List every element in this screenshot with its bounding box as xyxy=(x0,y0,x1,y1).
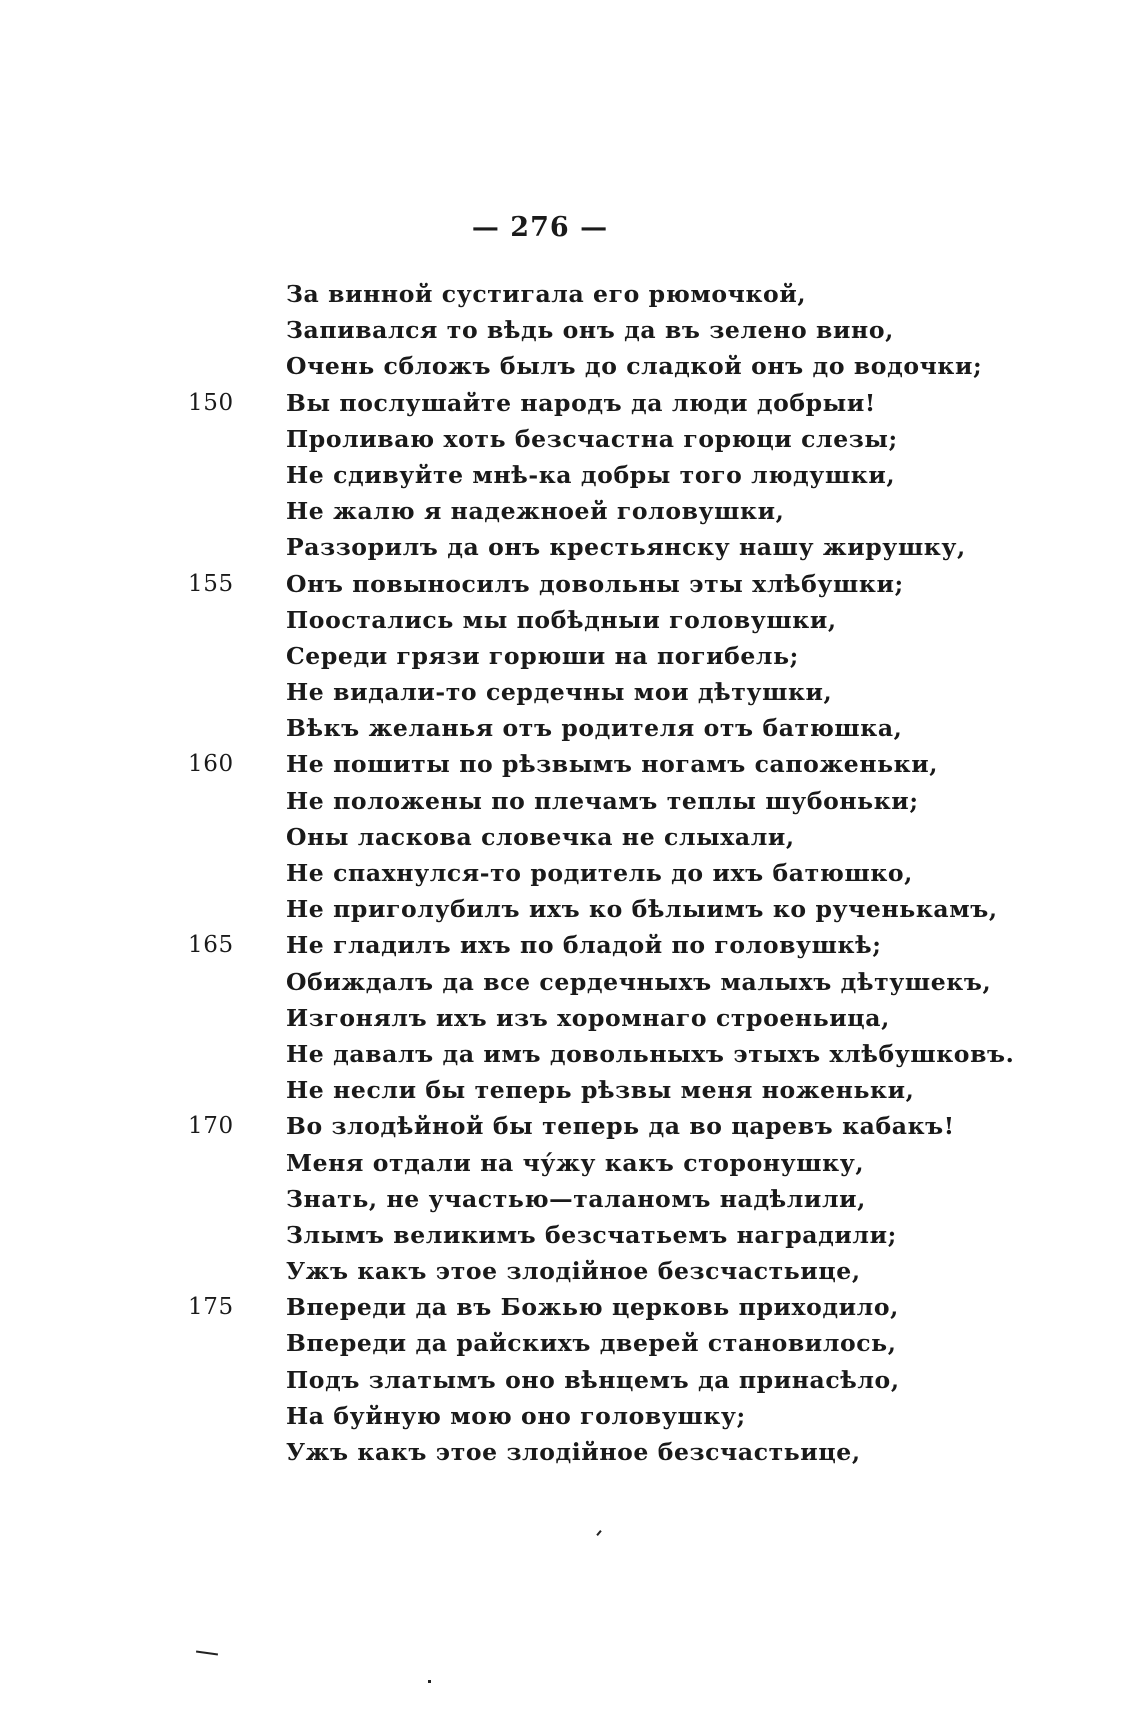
line-text: Середи грязи горюши на погибель; xyxy=(286,641,799,670)
poem-line xyxy=(188,566,1052,602)
line-text: Оны ласкова словечка не слыхали, xyxy=(286,822,795,851)
poem-line xyxy=(232,602,1052,638)
poem-line xyxy=(232,457,1052,493)
poem-line xyxy=(232,1072,1052,1108)
poem-line xyxy=(232,819,1052,855)
line-text: Не приголубилъ ихъ ко бѣлыимъ ко рученькамъ, xyxy=(286,895,998,924)
poem-line xyxy=(232,493,1052,529)
poem-line xyxy=(188,746,1052,782)
line-text: Онъ повыносилъ довольны эты хлѣбушки; xyxy=(286,569,904,598)
line-text: Впереди да въ Божью церковь приходило, xyxy=(286,1293,899,1322)
poem-line xyxy=(232,1145,1052,1181)
line-text: Запивался то вѣдь онъ да въ зелено вино, xyxy=(286,316,894,345)
poem-line xyxy=(232,1325,1052,1361)
line-number: 165 xyxy=(188,932,234,959)
line-text: Не давалъ да имъ довольныхъ этыхъ хлѣбушковъ. xyxy=(286,1039,1015,1068)
poem-line xyxy=(232,1362,1052,1398)
poem-line xyxy=(232,276,1052,312)
line-number: 160 xyxy=(188,751,234,778)
poem-line xyxy=(232,1217,1052,1253)
line-text: На буйную мою оно головушку; xyxy=(286,1401,746,1430)
line-text: Знать, не участью—таланомъ надѣлили, xyxy=(286,1184,866,1213)
scan-mark xyxy=(196,1650,218,1655)
poem-line xyxy=(232,638,1052,674)
line-text: Раззорилъ да онъ крестьянску нашу жирушку, xyxy=(286,533,966,562)
poem-line xyxy=(232,710,1052,746)
page-number: — 276 — xyxy=(471,212,609,243)
poem-line xyxy=(188,1108,1052,1144)
poem-line xyxy=(232,421,1052,457)
poem-line xyxy=(232,1253,1052,1289)
line-text: Обиждалъ да все сердечныхъ малыхъ дѣтушекъ, xyxy=(286,967,992,996)
line-text: Очень сбложъ былъ до сладкой онъ до водочки; xyxy=(286,352,983,381)
poem-line xyxy=(188,385,1052,421)
poem-line xyxy=(232,891,1052,927)
line-text: Ужъ какъ этое злодійное безсчастьице, xyxy=(286,1257,861,1286)
line-text: За винной сустигала его рюмочкой, xyxy=(286,280,807,308)
poem-line xyxy=(232,783,1052,819)
line-text: Не пошиты по рѣзвымъ ногамъ сапоженьки, xyxy=(286,750,939,779)
poem-line xyxy=(232,964,1052,1000)
line-text: Вѣкъ желанья отъ родителя отъ батюшка, xyxy=(286,714,903,743)
poem-line xyxy=(232,855,1052,891)
line-number: 170 xyxy=(188,1113,234,1140)
poem-line xyxy=(232,1000,1052,1036)
line-text: Меня отдали на чу́жу какъ сторонушку, xyxy=(286,1148,865,1177)
poem-line xyxy=(232,1398,1052,1434)
line-text: Не несли бы теперь рѣзвы меня ноженьки, xyxy=(286,1076,915,1105)
line-text: Во злодѣйной бы теперь да во царевъ кабакъ! xyxy=(286,1112,955,1141)
line-text: Вы послушайте народъ да люди добрыи! xyxy=(286,388,876,417)
poem-line xyxy=(232,1036,1052,1072)
line-text: Не видали-то сердечны мои дѣтушки, xyxy=(286,678,833,707)
poem-line xyxy=(232,674,1052,710)
poem-line xyxy=(232,312,1052,348)
poem-line xyxy=(188,927,1052,963)
poem-block xyxy=(188,276,1052,1470)
line-text: Не гладилъ ихъ по бладой по головушкѣ; xyxy=(286,931,882,960)
line-text: Изгонялъ ихъ изъ хоромнаго строеньица, xyxy=(286,1003,890,1032)
poem-line xyxy=(232,529,1052,565)
scan-mark xyxy=(596,1530,601,1536)
line-number: 175 xyxy=(188,1294,234,1321)
line-text: Поостались мы побѣдныи головушки, xyxy=(286,605,837,634)
line-text: Не положены по плечамъ теплы шубоньки; xyxy=(286,786,919,815)
poem-line xyxy=(232,1181,1052,1217)
line-number: 155 xyxy=(188,570,234,597)
poem-line xyxy=(188,1289,1052,1325)
line-text: Не спахнулся-то родитель до ихъ батюшко, xyxy=(286,859,913,887)
line-text: Не сдивуйте мнѣ-ка добры того людушки, xyxy=(286,460,896,489)
line-text: Не жалю я надежноей головушки, xyxy=(286,497,785,526)
poem-line xyxy=(232,1434,1052,1470)
line-text: Подъ златымъ оно вѣнцемъ да принасѣло, xyxy=(286,1365,900,1394)
line-text: Впереди да райскихъ дверей становилось, xyxy=(286,1329,897,1358)
line-number: 150 xyxy=(188,389,234,416)
line-text: Злымъ великимъ безсчатьемъ наградили; xyxy=(286,1220,897,1249)
scan-mark xyxy=(428,1680,431,1683)
line-text: Проливаю хоть безсчастна горюци слезы; xyxy=(286,424,898,453)
line-text: Ужъ какъ этое злодійное безсчастьице, xyxy=(286,1438,861,1466)
poem-line xyxy=(232,348,1052,384)
